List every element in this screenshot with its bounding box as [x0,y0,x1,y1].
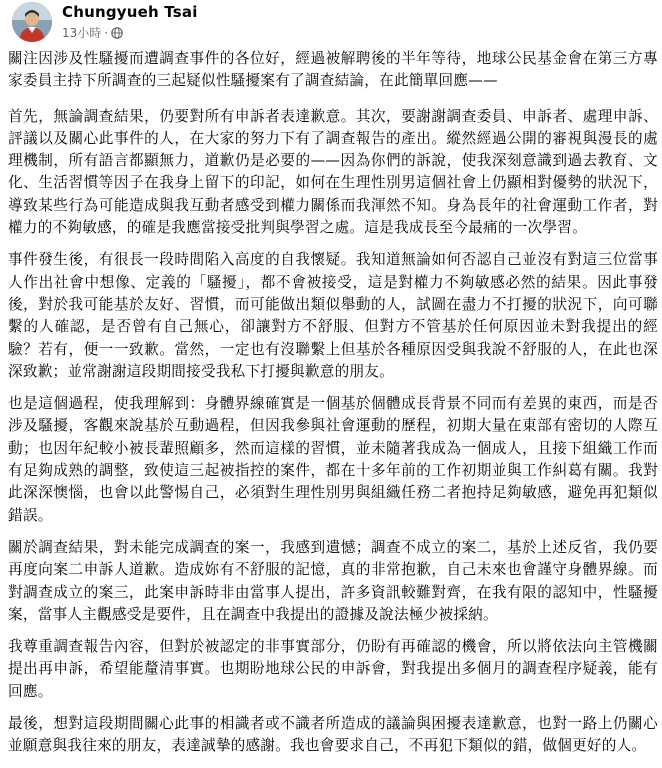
post-paragraph: 關注因涉及性騷擾而遭調查事件的各位好，經過被解聘後的半年等待，地球公民基金會在第三方專家委員主持下所調查的三起疑似性騷擾案有了調查結論，在此簡單回應—— [8,50,658,90]
meta-separator: · [104,25,109,40]
avatar[interactable] [12,2,52,42]
post-paragraph: 首先，無論調查結果，仍要對所有申訴者表達歉意。其次，要謝謝調查委員、申訴者、處理申訴、評議以及關心此事件的人，在大家的努力下有了調查報告的產出。縱然經過公開的審視與漫長的處理機制，所有語言都顯無力，道歉仍是必要的——因為你們的訴說，使我深刻意識到過去教育、文化、生活習慣等因子在我身上留下的印記，如何在生理性別男這個社會上仍顯相對優勢的狀況下，導致某些行為可能造成與我互動者感受到權力關係而我渾然不知。身為長年的社會運動工作者，對權力的不夠敏感，的確是我應當接受批判與學習之處。這是我成長至今最痛的一次學習。 [8,107,658,237]
post-body [8,48,658,768]
globe-icon[interactable] [111,27,123,39]
post-meta [62,24,123,41]
avatar-photo-icon [12,2,52,42]
post-paragraph: 最後，想對這段期間關心此事的相識者或不識者所造成的議論與困擾表達歉意，也對一路上仍關心並願意與我往來的朋友，表達誠摯的感謝。我也會要求自己，不再犯下類似的錯，做個更好的人。 [8,715,658,755]
post-paragraph: 我尊重調查報告內容，但對於被認定的非事實部分，仍盼有再確認的機會，所以將依法向主管機關提出再申訴，希望能釐清事實。也期盼地球公民的申訴會，對我提出多個月的調查程序疑義，能有回應。 [8,638,658,700]
post-timestamp[interactable]: 13小時 [62,26,102,40]
author-name[interactable]: Chungyueh Tsai [62,3,198,21]
post-paragraph: 也是這個過程，使我理解到：身體界線確實是一個基於個體成長背景不同而有差異的東西，而是否涉及騷擾，客觀來說基於互動過程，但因我參與社會運動的歷程，初期大量在東部有密切的人際互動；也因年紀較小被長輩照顧多，然而這樣的習慣，並未隨著我成為一個成人，且接下組織工作而有足夠成熟的調整，致使這三起被指控的案件，都在十多年前的工作初期並與工作糾葛有關。我對此深深懊惱，也會以此警惕自己，必須對生理性別男與組織任務二者抱持足夠敏感，避免再犯類似錯誤。 [8,395,658,524]
post-header [8,0,654,44]
post-paragraph: 關於調查結果，對未能完成調查的案一，我感到遺憾；調查不成立的案二，基於上述反省，我仍要再度向案二申訴人道歉。造成妳有不舒服的記憶，真的非常抱歉，自己未來也會謹守身體界線。而對調查成立的案三，此案申訴時非由當事人提出，許多資訊較難對齊，在我有限的認知中，性騷擾案，當事人主觀感受是要件，且在調查中我提出的證據及說法極少被採納。 [8,538,658,623]
post-paragraph: 事件發生後，有很長一段時間陷入高度的自我懷疑。我知道無論如何否認自己並沒有對這三位當事人作出社會中想像、定義的「騷擾」，都不會被接受，這是對權力不夠敏感必然的結果。因此事發後，對於我可能基於友好、習慣，而可能做出類似舉動的人，試圖在盡力不打擾的狀況下，向可聯繫的人確認，是否曾有自己無心，卻讓對方不舒服、但對方不管基於任何原因並未對我提出的經驗？若有，便一一致歉。當然，一定也有沒聯繫上但基於各種原因受與我說不舒服的人，在此也深深致歉；並常謝謝這段期間接受我私下打擾與歉意的朋友。 [8,251,658,380]
